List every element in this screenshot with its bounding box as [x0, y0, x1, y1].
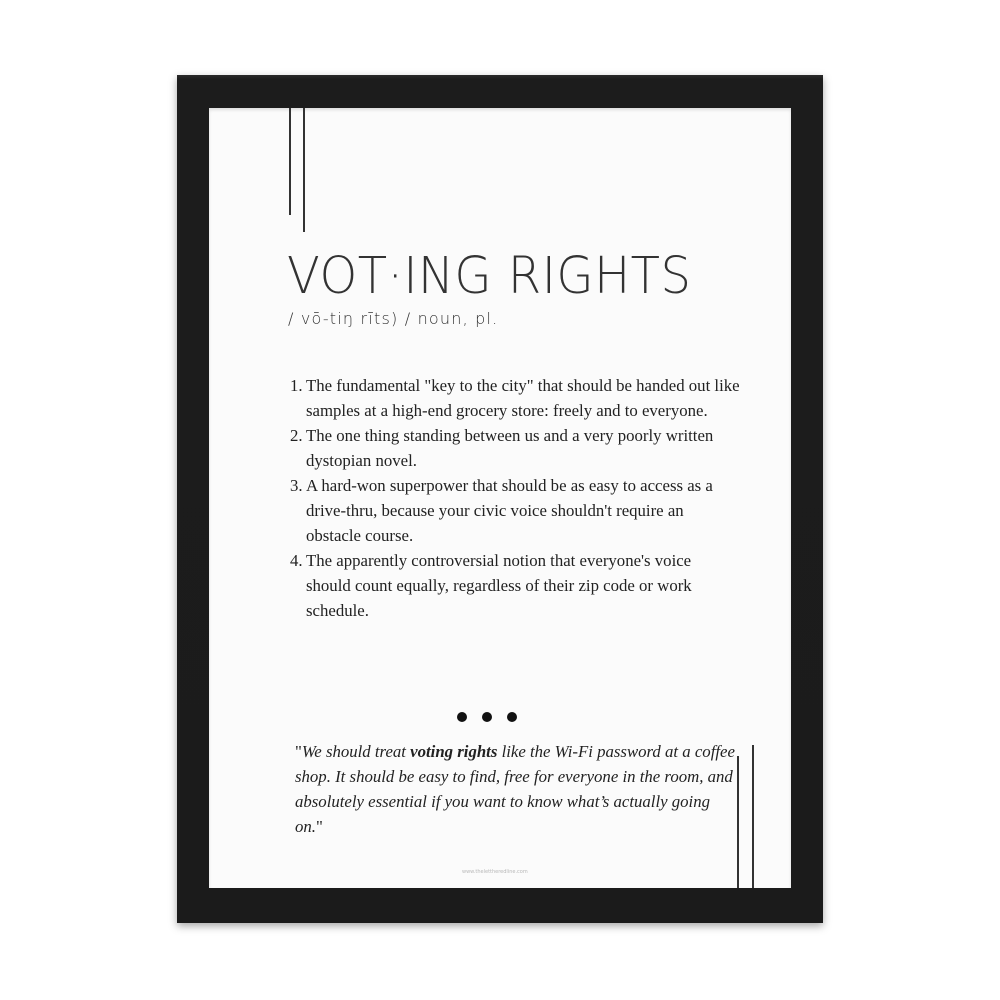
definition-text: The apparently controversial notion that everyone's voice should count equally, regardless of their zip code or work schedule.	[306, 551, 692, 620]
definition-item	[290, 548, 740, 623]
definition-text: The one thing standing between us and a very poorly written dystopian novel.	[306, 426, 714, 470]
decor-line-bottom-right-1	[737, 756, 739, 888]
decor-line-top-left-1	[289, 108, 291, 215]
divider-dot	[482, 712, 492, 722]
definition-text: A hard-won superpower that should be as easy to access as a drive-thru, because your civic voice shouldn't require an obstacle course.	[306, 476, 713, 545]
definition-number: 3.	[290, 476, 303, 495]
quote-close-mark: "	[315, 817, 323, 836]
definition-list	[290, 373, 740, 623]
divider-dot	[457, 712, 467, 722]
decor-line-bottom-right-2	[752, 745, 754, 888]
definition-item	[290, 373, 740, 423]
website-credit: www.thelettheredline.com	[462, 869, 528, 875]
poster-title: VOT·ING RIGHTS	[287, 247, 692, 306]
divider-dot	[507, 712, 517, 722]
definition-number: 2.	[290, 426, 303, 445]
definition-text: The fundamental "key to the city" that should be handed out like samples at a high-end grocery store: freely and to everyone.	[306, 376, 740, 420]
quote-emphasis: voting rights	[410, 742, 498, 761]
pronunciation: / vō-tiŋ rīts) / noun, pl.	[288, 309, 499, 328]
definition-item	[290, 423, 740, 473]
decor-line-top-left-2	[303, 108, 305, 232]
quote-text-start: We should treat	[301, 742, 411, 761]
ellipsis-divider	[454, 712, 520, 724]
definition-number: 4.	[290, 551, 303, 570]
quote-text-end: like the Wi-Fi password at a coffee shop. It should be easy to find, free for everyone in the room, and absolutely essential if you want to know what’s actually going on.	[295, 742, 735, 836]
quote-block	[295, 739, 735, 839]
definition-item	[290, 473, 740, 548]
definition-number: 1.	[290, 376, 303, 395]
quote-open-mark: "	[295, 742, 302, 761]
